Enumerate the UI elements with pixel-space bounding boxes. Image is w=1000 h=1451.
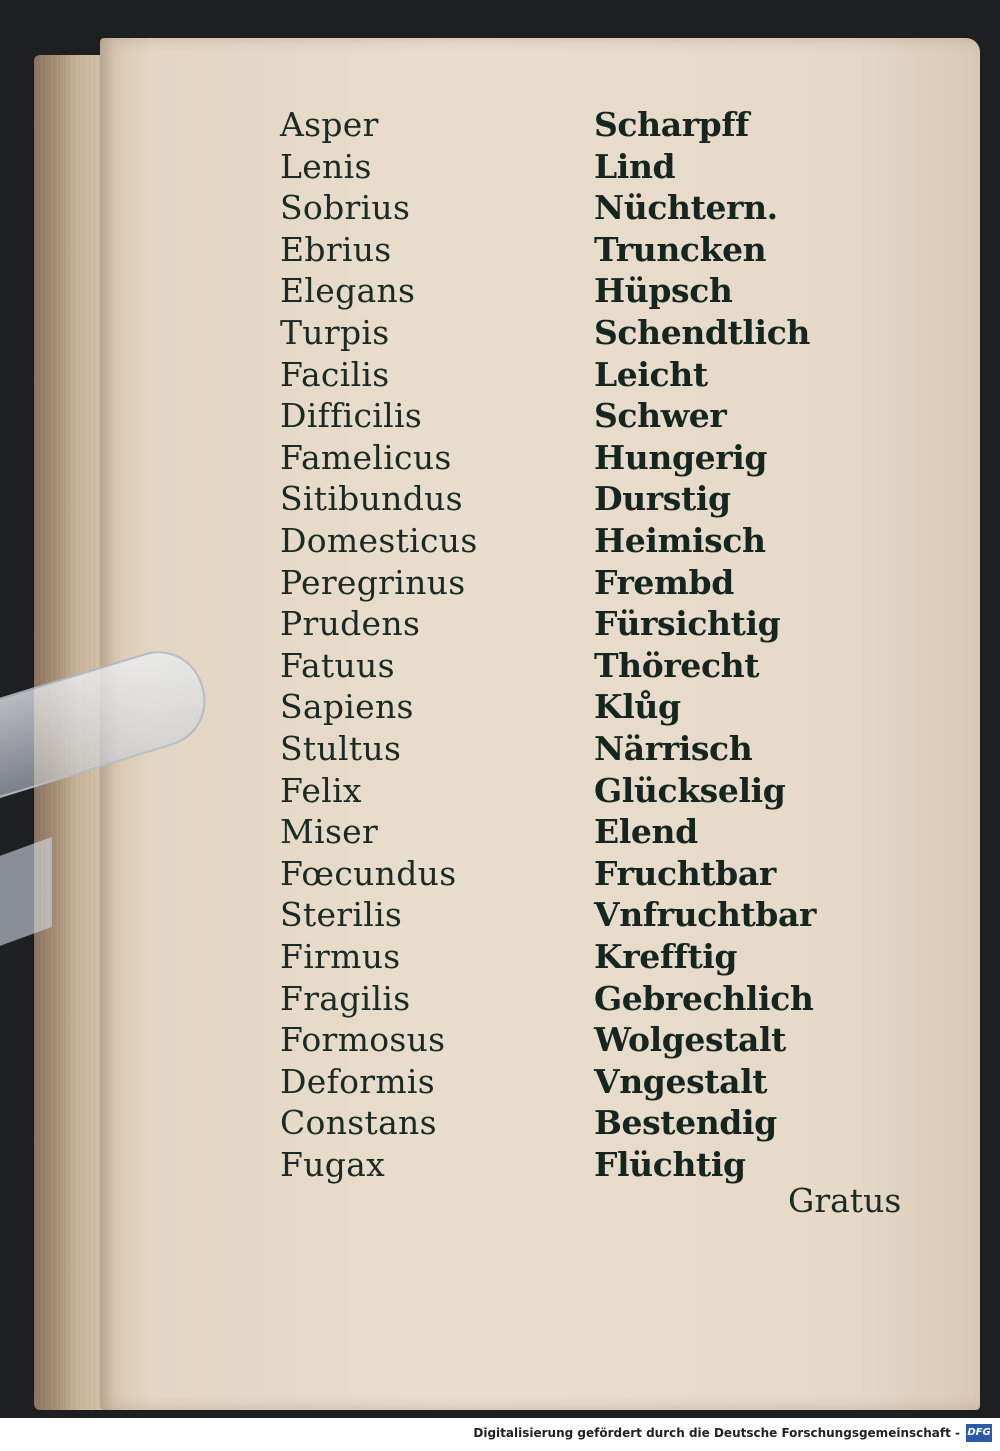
german-word: Klůg [594, 687, 681, 727]
german-word: Fruchtbar [594, 853, 776, 893]
list-item [0, 1019, 1000, 1061]
list-item [0, 437, 1000, 479]
list-item [0, 187, 1000, 229]
german-word: Thörecht [594, 645, 760, 685]
list-item [0, 146, 1000, 188]
german-word: Truncken [594, 229, 767, 269]
latin-word: Felix [280, 770, 362, 810]
german-word: Flüchtig [594, 1145, 746, 1184]
latin-word: Sterilis [280, 895, 403, 935]
latin-word: Fugax [280, 1145, 386, 1184]
german-word: Närrisch [594, 729, 753, 768]
list-item [0, 1061, 1000, 1103]
latin-word: Peregrinus [280, 562, 466, 602]
list-item [0, 811, 1000, 853]
list-item [0, 354, 1000, 396]
list-item [0, 1102, 1000, 1144]
latin-word: Domesticus [280, 521, 478, 560]
list-item [0, 936, 1000, 978]
footer-credit: Digitalisierung gefördert durch die Deutsche Forschungsgemeinschaft - [473, 1426, 960, 1440]
german-word: Scharpff [594, 105, 749, 144]
latin-word: Miser [280, 812, 379, 852]
german-word: Lind [594, 146, 676, 186]
list-item [0, 104, 1000, 146]
latin-word: Famelicus [280, 437, 452, 477]
german-word: Bestendig [594, 1103, 777, 1143]
german-word: Heimisch [594, 521, 766, 560]
list-item [0, 312, 1000, 354]
latin-word: Facilis [280, 354, 390, 394]
german-word: Elend [594, 812, 698, 852]
latin-word: Sitibundus [280, 479, 463, 519]
list-item [0, 395, 1000, 437]
list-item [0, 853, 1000, 895]
list-item [0, 770, 1000, 812]
latin-word: Constans [280, 1103, 437, 1143]
latin-word: Sobrius [280, 188, 411, 228]
german-word: Schendtlich [594, 313, 810, 352]
latin-word: Prudens [280, 604, 421, 644]
latin-word: Difficilis [280, 396, 423, 436]
german-word: Hüpsch [594, 271, 733, 311]
latin-word: Formosus [280, 1020, 446, 1060]
german-word: Nüchtern. [594, 188, 778, 228]
german-word: Fürsichtig [594, 604, 781, 644]
list-item [0, 229, 1000, 271]
latin-word: Turpis [280, 313, 390, 352]
latin-word: Stultus [280, 729, 402, 768]
german-word: Vngestalt [594, 1061, 768, 1101]
german-word: Gebrechlich [594, 978, 814, 1018]
latin-word: Deformis [280, 1061, 436, 1101]
list-item [0, 978, 1000, 1020]
german-word: Glückselig [594, 770, 786, 810]
german-word: Wolgestalt [594, 1020, 786, 1060]
latin-word: Lenis [280, 146, 372, 186]
list-item [0, 562, 1000, 604]
german-word: Frembd [594, 562, 734, 602]
latin-word: Ebrius [280, 229, 392, 269]
latin-word: Sapiens [280, 687, 414, 727]
german-word: Hungerig [594, 437, 768, 477]
list-item [0, 520, 1000, 562]
list-item [0, 894, 1000, 936]
dfg-logo: DFG [966, 1424, 992, 1442]
list-item [0, 478, 1000, 520]
german-word: Leicht [594, 354, 708, 394]
list-item [0, 270, 1000, 312]
german-word: Schwer [594, 396, 727, 436]
latin-word: Fœcundus [280, 853, 457, 893]
latin-word: Fragilis [280, 978, 411, 1018]
german-word: Durstig [594, 479, 731, 519]
latin-word: Fatuus [280, 645, 395, 685]
latin-word: Asper [280, 105, 379, 144]
german-word: Vnfruchtbar [594, 895, 816, 935]
german-word: Krefftig [594, 937, 738, 976]
list-item [0, 603, 1000, 645]
footer-bar [0, 1418, 1000, 1451]
latin-word: Firmus [280, 937, 401, 976]
catchword: Gratus [788, 1181, 902, 1220]
latin-word: Elegans [280, 271, 416, 311]
